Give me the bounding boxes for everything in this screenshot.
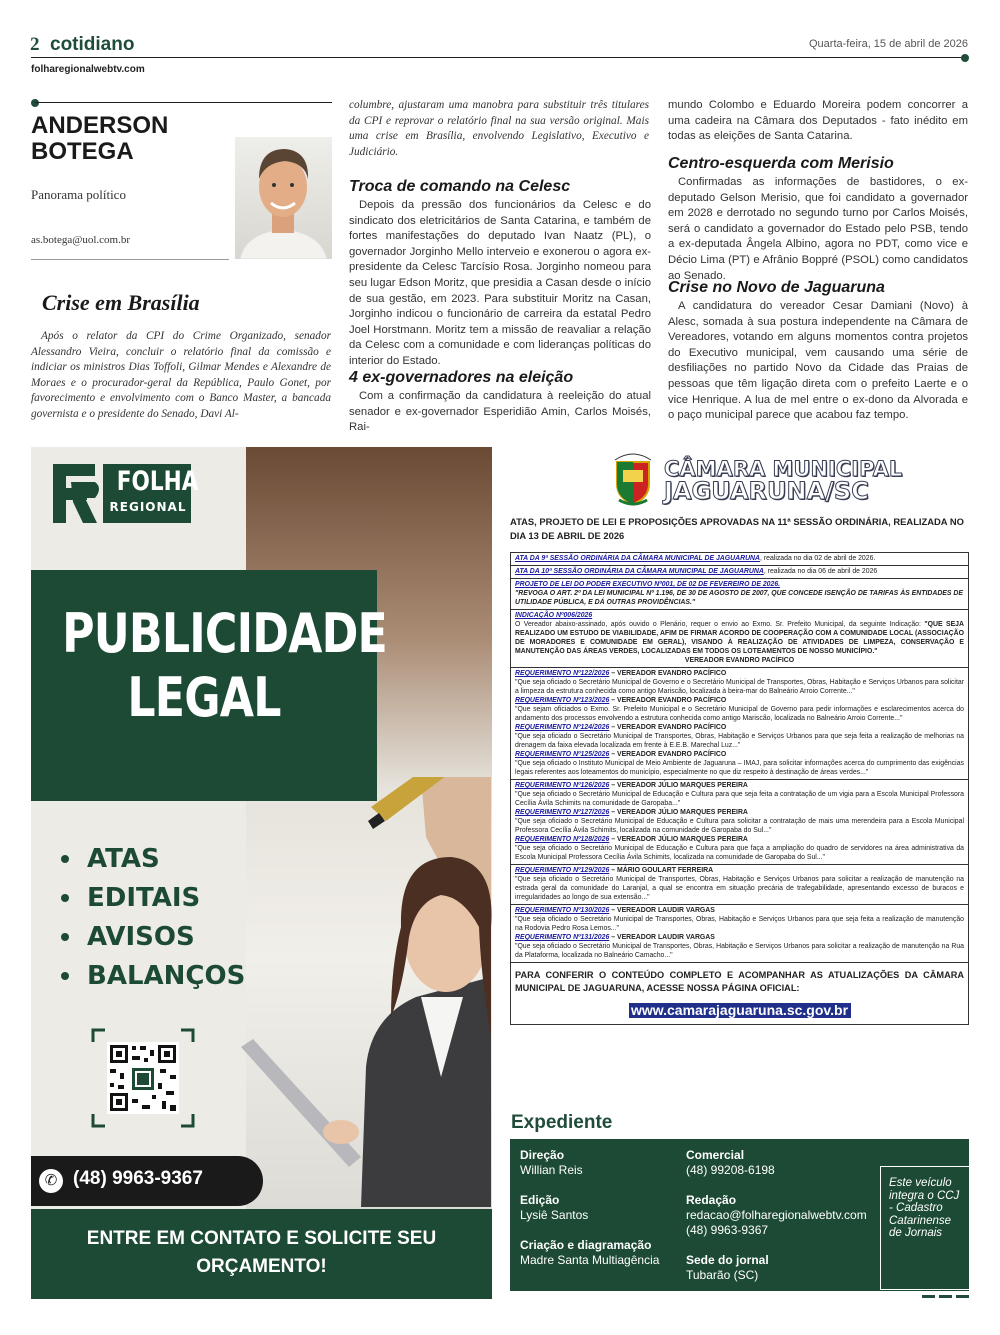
requerimento-link[interactable]: REQUERIMENTO Nº131/2026	[515, 934, 610, 941]
requerimento-text: "Que seja oficiado o Secretário Municipal de Governo e o Secretário Municipal de Transportes, Obras, Habitação e Serviços Urbanos para solicitar a limpeza da estrutura conhecida como antigo Mariscão, localizada à beira-mar do Balneário Arroio Corrente..."	[515, 679, 964, 695]
requerimento-text: "Que seja oficiado o Instituto Municipal de Meio Ambiente de Jaguaruna – IMAJ, para solicitar informações acerca do cumprimento das exigências legais referentes aos loteamentos do município, especialmente no que diz respeito à destinação de áreas verdes..."	[515, 760, 964, 776]
camara-logo-line2: JAGUARUNA/SC	[664, 477, 869, 505]
requerimento-author: – MÁRIO GOULART FERREIRA	[609, 867, 714, 874]
requerimento-text: "Que seja oficiado o Secretário Municipal de Educação e Cultura para solicitar a contratação de mais uma merendeira para a Escola Municipal Professora Cecília Ávila Schimits, localizada na comunidade de Garopaba do Sul..."	[515, 818, 964, 834]
sede-value: Tubarão (SC)	[686, 1268, 759, 1282]
requerimento-link[interactable]: REQUERIMENTO Nº127/2026	[515, 809, 610, 816]
article-body-celesc: Depois da pressão dos funcionários da Celesc e do sindicato dos eletricitários de Santa Catarina, e também de fortes manifestações do deputado Ivan Naatz (PL), o governador Jorginho Mello interveio e exonerou o agora ex-presidente da Celesc Tarcísio Rosa. Jorginho nomeou para seu lugar Edson Moritz, que presidia a Casan desde o início de sua gestão, em 2023. Para substituir Moritz na Casan, Jorginho indicou o funcionário de carreira da estatal Pedro Joel Horstmann. Moritz tem a missão de reavaliar a relação da Celesc com a comunidade e com lideranças políticas do interior do Estado.	[349, 199, 651, 367]
expediente-direcao	[520, 1148, 583, 1178]
camara-footer-text: PARA CONFERIR O CONTEÚDO COMPLETO E ACOMPANHAR AS ATUALIZAÇÕES DA CÂMARA MUNICIPAL DE JAGUARUNA, ACESSE NOSSA PÁGINA OFICIAL:	[515, 970, 964, 993]
camara-notice-footer	[511, 963, 968, 1024]
page-number: 2	[30, 34, 40, 55]
article-title-celesc: Troca de comando na Celesc	[349, 178, 571, 195]
indicacao-row	[511, 610, 968, 668]
requerimento-author: – VEREADOR JÚLIO MARQUES PEREIRA	[609, 836, 748, 843]
edicao-value: Lysiê Santos	[520, 1208, 589, 1222]
site-link[interactable]: folharegionalwebtv.com	[31, 64, 145, 75]
requerimentos-group-mario	[511, 865, 968, 905]
logo-word-folha: FOLHA	[116, 466, 199, 497]
direcao-label: Direção	[520, 1148, 565, 1162]
requerimento-text: "Que seja oficiado o Secretário Municipal de Transportes, Obras, Habitação e Serviços Urbanos para que seja feita a realização de melhorias na drenagem da faixa elevada localizada em frente à E.E.B. Marechal Luz..."	[515, 733, 964, 749]
footer-dash	[956, 1295, 969, 1298]
article-body-merisio: Confirmadas as informações de bastidores, o ex-deputado Gelson Merisio, que foi candidato a governador em 2028 e derrotado no segundo turno por Carlos Moisés, será o candidato a governador do Estado pelo PSB, tendo a ex-deputada Ângela Albino, agora no PDT, como vice e Décio Lima (PT) e Afrânio Boppré (PSOL) como candidatos ao Senado.	[668, 176, 968, 282]
camara-notice-table	[510, 552, 969, 1025]
ad-item-avisos: AVISOS	[61, 917, 245, 956]
columnist-email[interactable]: as.botega@uol.com.br	[31, 234, 131, 246]
camara-website-link[interactable]: www.camarajaguaruna.sc.gov.br	[629, 1003, 851, 1018]
article-body-governadores-part1: Com a confirmação da candidatura à reeleição do atual senador e ex-governador Esperidião Amin, Carlos Moisés, Rai-	[349, 390, 651, 434]
requerimento-author: – VEREADOR JÚLIO MARQUES PEREIRA	[609, 809, 748, 816]
indicacao-label[interactable]: INDICAÇÃO Nº006/2026	[515, 612, 593, 619]
requerimento-header	[515, 933, 964, 942]
header-rule-dot	[961, 54, 969, 62]
logo-word-regional: REGIONAL	[109, 500, 187, 514]
requerimento-header	[515, 669, 964, 678]
columnist-name: ANDERSON BOTEGA	[31, 112, 169, 165]
column-rule	[35, 102, 332, 103]
redacao-email[interactable]: redacao@folharegionalwebtv.com	[686, 1208, 867, 1222]
requerimento-header	[515, 723, 964, 732]
requerimento-link[interactable]: REQUERIMENTO Nº126/2026	[515, 782, 610, 789]
ad-headline	[62, 602, 387, 730]
footer-dash	[922, 1295, 935, 1298]
requerimento-text: "Que seja oficiado o Secretário Municipal de Transportes, Obras, Habitação e Serviços Urbanos para solicitar a realização de manutenção na Rua da Plataforma, localizada no Balneário Camacho..."	[515, 943, 964, 959]
requerimento-author: – VEREADOR EVANDRO PACÍFICO	[609, 670, 727, 677]
indicacao-intro: O Vereador abaixo-assinado, após ouvido o Plenário, requer o envio ao Exmo. Sr. Prefeito Municipal, da seguinte Indicação:	[515, 621, 925, 628]
requerimentos-group-julio	[511, 780, 968, 865]
requerimentos-group-evandro	[511, 668, 968, 780]
indicacao-body	[515, 620, 964, 656]
redacao-label: Redação	[686, 1193, 737, 1207]
comercial-label: Comercial	[686, 1148, 745, 1162]
ad-headline-line1: PUBLICIDADE	[62, 602, 387, 665]
businesswoman-illustration	[241, 777, 492, 1207]
columnist-divider	[31, 259, 229, 260]
ad-cta-text: ENTRE EM CONTATO E SOLICITE SEU ORÇAMENTO!	[86, 1228, 437, 1277]
requerimento-text: "Que seja oficiado o Secretário Municipal de Educação e Cultura para que faça a ampliação do quadro de servidores na área administrativa da Escola Municipal Professora Cecília Ávila Schimits, localizada na comunidade de Garopaba do Sul..."	[515, 845, 964, 861]
ad-item-balancos: BALANÇOS	[61, 956, 245, 995]
requerimento-link[interactable]: REQUERIMENTO Nº123/2026	[515, 697, 610, 704]
qr-code[interactable]	[91, 1028, 195, 1128]
requerimento-link[interactable]: REQUERIMENTO Nº122/2026	[515, 670, 610, 677]
criacao-value: Madre Santa Multiagência	[520, 1253, 660, 1267]
issue-date: Quarta-feira, 15 de abril de 2026	[809, 38, 968, 50]
article-body-jaguaruna: A candidatura do vereador Cesar Damiani (Novo) à Alesc, somada à sua postura independente na Câmara de Vereadores, votando em alguns momentos contra projetos do Executivo municipal, vem causando uma série de desfiliações no partido Novo da Cidade das Praias de pessoas que têm ligação direta com o prefeito Laerte e o vice Henrique. A lua de mel entre o ex-dono da Alvorada e o paço municipal parece que acabou faz tempo.	[668, 300, 968, 422]
requerimento-header	[515, 866, 964, 875]
camara-logo-line1: CÂMARA MUNICIPAL	[664, 457, 903, 481]
phone-icon: ✆	[39, 1169, 63, 1193]
edicao-label: Edição	[520, 1193, 560, 1207]
article-body-governadores-part2: mundo Colombo e Eduardo Moreira podem concorrer a uma cadeira na Câmara dos Deputados - fato inédito em todas as eleições de Santa Catarina.	[668, 99, 968, 143]
requerimento-header	[515, 906, 964, 915]
requerimento-author: – VEREADOR EVANDRO PACÍFICO	[609, 724, 727, 731]
requerimento-author: – VEREADOR LAUDIR VARGAS	[609, 934, 715, 941]
requerimento-author: – VEREADOR LAUDIR VARGAS	[609, 907, 715, 914]
article-title-governadores: 4 ex-governadores na eleição	[349, 369, 574, 386]
projeto-de-lei-label[interactable]: PROJETO DE LEI DO PODER EXECUTIVO Nº001, DE 02 DE FEVEREIRO DE 2026.	[515, 581, 781, 588]
projeto-de-lei-text: "REVOGA O ART. 2º DA LEI MUNICIPAL Nº 1.196, DE 30 DE AGOSTO DE 2007, QUE CONCEDE ISENÇÃO DE TARIFAS ÀS ENTIDADES DE UTILIDADE PÚBLICA, E DÁ OUTRAS PROVIDÊNCIAS."	[515, 590, 963, 606]
comercial-value: (48) 99208-6198	[686, 1163, 775, 1177]
ad-phone-bar[interactable]	[31, 1156, 263, 1206]
requerimento-author: – VEREADOR JÚLIO MARQUES PEREIRA	[609, 782, 748, 789]
requerimentos-group-laudir	[511, 905, 968, 963]
ad-item-atas: ATAS	[61, 839, 245, 878]
expediente-redacao	[686, 1193, 867, 1238]
column-title: Panorama político	[31, 187, 126, 202]
requerimento-link[interactable]: REQUERIMENTO Nº124/2026	[515, 724, 610, 731]
article-title-crise: Crise em Brasília	[42, 290, 200, 315]
ata-9-text: , realizada no dia 02 de abril de 2026.	[760, 555, 876, 562]
requerimento-header	[515, 808, 964, 817]
requerimento-header	[515, 750, 964, 759]
ad-phone-number: (48) 9963-9367	[73, 1168, 203, 1189]
expediente-sede	[686, 1253, 769, 1283]
publicidade-legal-ad[interactable]	[31, 447, 492, 1299]
ata-10-text: , realizada no dia 06 de abril de 2026	[763, 568, 878, 575]
requerimento-text: "Que seja oficiado o Secretário Municipal de Educação e Cultura para que seja feita a contratação de um vigia para a Escola Municipal Professora Cecília Ávila Schimits na comunidade de Garopaba..."	[515, 791, 964, 807]
footer-dash	[939, 1295, 952, 1298]
sede-label: Sede do jornal	[686, 1253, 769, 1267]
columnist-photo	[235, 137, 332, 259]
redacao-phone: (48) 9963-9367	[686, 1223, 769, 1237]
requerimento-header	[515, 781, 964, 790]
camara-coat-of-arms-icon	[609, 450, 657, 506]
column-rule-dot	[31, 99, 39, 107]
projeto-de-lei-row	[511, 579, 968, 610]
requerimento-author: – VEREADOR EVANDRO PACÍFICO	[609, 751, 727, 758]
ata-10-row	[511, 566, 968, 579]
ad-services-list	[61, 839, 245, 995]
header-rule	[31, 57, 965, 58]
camara-notice-title: ATAS, PROJETO DE LEI E PROPOSIÇÕES APROVADAS NA 11ª SESSÃO ORDINÁRIA, REALIZADA NO DIA 13 DE ABRIL DE 2026	[510, 516, 964, 541]
requerimento-text: "Que seja oficiado o Secretário Municipal de Transportes, Obras, Habitação e Serviços Urbanos para solicitar a realização de manutenção na estrada geral da comunidade do Laranjal, a qual se encontra em situação precária de trafegabilidade, apresentando excesso de buracos e irregularidades ao longo de sua extensão..."	[515, 876, 964, 901]
folha-regional-logo	[51, 462, 199, 525]
article-body-crise-part1: Após o relator da CPI do Crime Organizado, senador Alessandro Vieira, concluir o relatório final da comissão e indiciar os ministros Dias Toffoli, Gilmar Mendes e Alexandre de Moraes e o procurador-geral da República, Paulo Gonet, por favorecimento e envolvimento com o Banco Master, a bancada governista e o presidente do Senado, Davi Al-	[31, 330, 331, 420]
ata-9-row	[511, 553, 968, 566]
expediente-edicao	[520, 1193, 588, 1223]
direcao-value: Willian Reis	[520, 1163, 583, 1177]
article-title-merisio: Centro-esquerda com Merisio	[668, 155, 894, 172]
article-title-jaguaruna: Crise no Novo de Jaguaruna	[668, 279, 885, 296]
requerimento-header	[515, 696, 964, 705]
article-body-crise-part2: columbre, ajustaram uma manobra para substituir três titulares da CPI e reprovar o relatório final na sua versão original. Mais uma crise em Brasília, envolvendo Legislativo, Executivo e Judiciário.	[349, 99, 649, 158]
ata-10-link[interactable]: ATA DA 10ª SESSÃO ORDINÁRIA DA CÂMARA MUNICIPAL DE JAGUARUNA	[515, 568, 764, 575]
requerimento-link[interactable]: REQUERIMENTO Nº129/2026	[515, 867, 610, 874]
criacao-label: Criação e diagramação	[520, 1238, 652, 1252]
requerimento-link[interactable]: REQUERIMENTO Nº125/2026	[515, 751, 610, 758]
requerimento-header	[515, 835, 964, 844]
ata-9-link[interactable]: ATA DA 9ª SESSÃO ORDINÁRIA DA CÂMARA MUNICIPAL DE JAGUARUNA	[515, 555, 761, 562]
ad-headline-line2: LEGAL	[127, 666, 281, 729]
requerimento-text: "Que seja oficiado o Secretário Municipal de Transportes, Obras, Habitação e Serviços Urbanos para que seja feita a realização de manutenção na Rodovia Pedro Rosa Lemos..."	[515, 916, 964, 932]
requerimento-link[interactable]: REQUERIMENTO Nº130/2026	[515, 907, 610, 914]
camara-logo-text	[664, 457, 903, 505]
requerimento-text: "Que sejam oficiados o Exmo. Sr. Prefeito Municipal e o Secretário Municipal de Governo para pedir informações e esclarecimentos acerca do andamento dos processos envolvendo a estrutura conhecida como antigo Mariscão, localizada no Balneário Arroio Corrente..."	[515, 706, 964, 722]
indicacao-author: VEREADOR EVANDRO PACÍFICO	[684, 657, 795, 664]
ad-item-editais: EDITAIS	[61, 878, 245, 917]
expediente-criacao	[520, 1238, 670, 1268]
requerimento-link[interactable]: REQUERIMENTO Nº128/2026	[515, 836, 610, 843]
expediente-title: Expediente	[511, 1112, 613, 1133]
indicacao-text: "QUE SEJA REALIZADO UM ESTUDO DE VIABILIDADE, AFIM DE FIRMAR ACORDO DE COOPERAÇÃO COM A COMUNIDADE LOCAL (ASSOCIAÇÃO DE MORADORES E COMUNIDADE EM GERAL), VISANDO À REALIZAÇÃO DE ATIVIDADES DE LIMPEZA, CONSERVAÇÃO E MANUTENÇÃO DAS ÁREAS VERDES, LOCALIZADAS EM TODOS OS LOTEAMENTOS DE NOSSO MUNICÍPIO."	[515, 621, 964, 655]
section-name: cotidiano	[50, 34, 135, 55]
requerimento-author: – VEREADOR EVANDRO PACÍFICO	[609, 697, 727, 704]
ccj-note: Este veículo integra o CCJ - Cadastro Catarinense de Jornais	[880, 1166, 969, 1290]
expediente-comercial	[686, 1148, 775, 1178]
